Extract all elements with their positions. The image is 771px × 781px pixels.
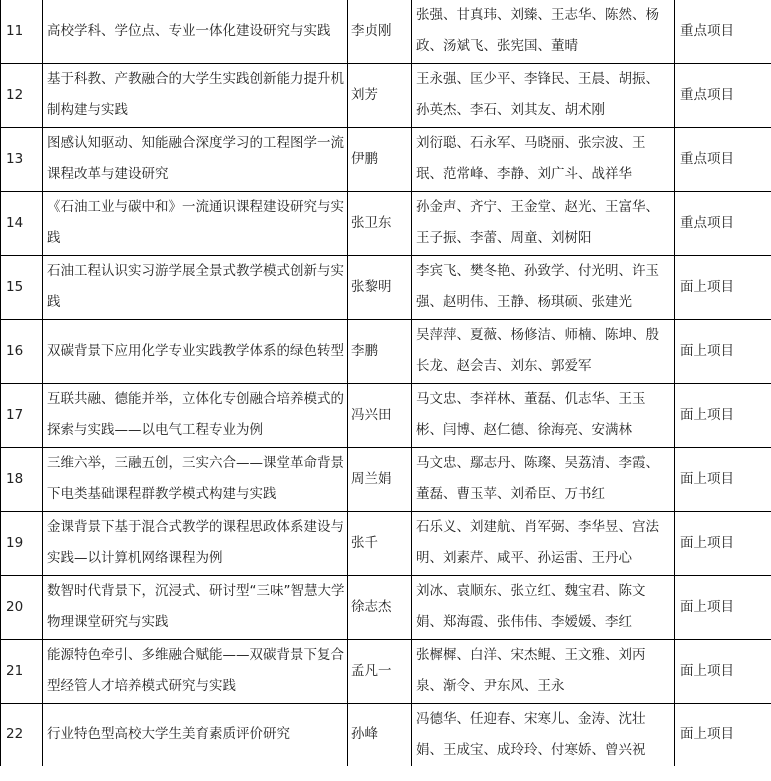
row-number: 17 [1,383,43,447]
project-leader: 张千 [348,511,412,575]
project-leader: 孟凡一 [348,639,412,703]
project-title: 基于科教、产教融合的大学生实践创新能力提升机制构建与实践 [43,63,348,127]
project-members: 孙金声、齐宁、王金堂、赵光、王富华、王子振、李蕾、周童、刘树阳 [412,191,675,255]
project-members: 李宾飞、樊冬艳、孙致学、付光明、许玉强、赵明伟、王静、杨琪硕、张建光 [412,255,675,319]
project-leader: 冯兴田 [348,383,412,447]
table-row [1,0,771,63]
project-type: 面上项目 [675,319,771,383]
project-title: 互联共融、德能并举，立体化专创融合培养模式的探索与实践——以电气工程专业为例 [43,383,348,447]
project-type: 面上项目 [675,383,771,447]
project-members: 刘冰、袁顺东、张立红、魏宝君、陈文娟、郑海霞、张伟伟、李嫒媛、李红 [412,575,675,639]
table-row [1,63,771,127]
project-leader: 李鹏 [348,319,412,383]
project-type: 面上项目 [675,447,771,511]
project-title: 金课背景下基于混合式教学的课程思政体系建设与实践—以计算机网络课程为例 [43,511,348,575]
project-title: 能源特色牵引、多维融合赋能——双碳背景下复合型经管人才培养模式研究与实践 [43,639,348,703]
table-row [1,447,771,511]
row-number: 19 [1,511,43,575]
project-leader: 张卫东 [348,191,412,255]
row-number: 14 [1,191,43,255]
project-type: 重点项目 [675,191,771,255]
project-leader: 周兰娟 [348,447,412,511]
table-row [1,383,771,447]
project-leader: 徐志杰 [348,575,412,639]
project-members: 王永强、匡少平、李锋民、王晨、胡振、孙英杰、李石、刘其友、胡术刚 [412,63,675,127]
table-row [1,127,771,191]
row-number: 21 [1,639,43,703]
project-type: 面上项目 [675,703,771,766]
project-type: 面上项目 [675,639,771,703]
row-number: 13 [1,127,43,191]
project-members: 张樨樨、白洋、宋杰鲲、王文雅、刘丙泉、渐令、尹东风、王永 [412,639,675,703]
table-row [1,511,771,575]
project-title: 高校学科、学位点、专业一体化建设研究与实践 [43,0,348,63]
row-number: 20 [1,575,43,639]
table-row [1,703,771,766]
project-leader: 伊鹏 [348,127,412,191]
project-title: 石油工程认识实习游学展全景式教学模式创新与实践 [43,255,348,319]
project-title: 数智时代背景下，沉浸式、研讨型“三味”智慧大学物理课堂研究与实践 [43,575,348,639]
project-members: 石乐义、刘建航、肖军弼、李华昱、宫法明、刘素芹、咸平、孙运雷、王丹心 [412,511,675,575]
table-row [1,639,771,703]
project-title: 双碳背景下应用化学专业实践教学体系的绿色转型 [43,319,348,383]
project-type: 重点项目 [675,63,771,127]
project-leader: 李贞刚 [348,0,412,63]
project-leader: 张黎明 [348,255,412,319]
table-row [1,575,771,639]
project-type: 重点项目 [675,0,771,63]
row-number: 22 [1,703,43,766]
project-members: 冯德华、任迎春、宋寒儿、金涛、沈壮娟、王成宝、成玲玲、付寒娇、曾兴祝 [412,703,675,766]
project-leader: 孙峰 [348,703,412,766]
project-members: 吴萍萍、夏薇、杨修洁、师楠、陈坤、殷长龙、赵会吉、刘东、郭爱军 [412,319,675,383]
project-title: 图感认知驱动、知能融合深度学习的工程图学一流课程改革与建设研究 [43,127,348,191]
row-number: 16 [1,319,43,383]
project-members: 刘衍聪、石永军、马晓丽、张宗波、王珉、范常峰、李静、刘广斗、战祥华 [412,127,675,191]
row-number: 12 [1,63,43,127]
project-type: 重点项目 [675,127,771,191]
project-members: 马文忠、李祥林、董磊、仉志华、王玉彬、闫博、赵仁德、徐海亮、安满林 [412,383,675,447]
project-members: 张强、甘真玮、刘臻、王志华、陈然、杨政、汤斌飞、张宪国、董晴 [412,0,675,63]
project-type: 面上项目 [675,575,771,639]
project-type: 面上项目 [675,511,771,575]
project-type: 面上项目 [675,255,771,319]
project-title: 《石油工业与碳中和》一流通识课程建设研究与实践 [43,191,348,255]
project-title: 三维六举，三融五创，三实六合——课堂革命背景下电类基础课程群教学模式构建与实践 [43,447,348,511]
row-number: 11 [1,0,43,63]
project-leader: 刘芳 [348,63,412,127]
project-title: 行业特色型高校大学生美育素质评价研究 [43,703,348,766]
project-members: 马文忠、鄢志丹、陈璨、吴荔清、李霞、董磊、曹玉苹、刘希臣、万书红 [412,447,675,511]
table-row [1,255,771,319]
row-number: 15 [1,255,43,319]
table-row [1,319,771,383]
row-number: 18 [1,447,43,511]
table-row [1,191,771,255]
